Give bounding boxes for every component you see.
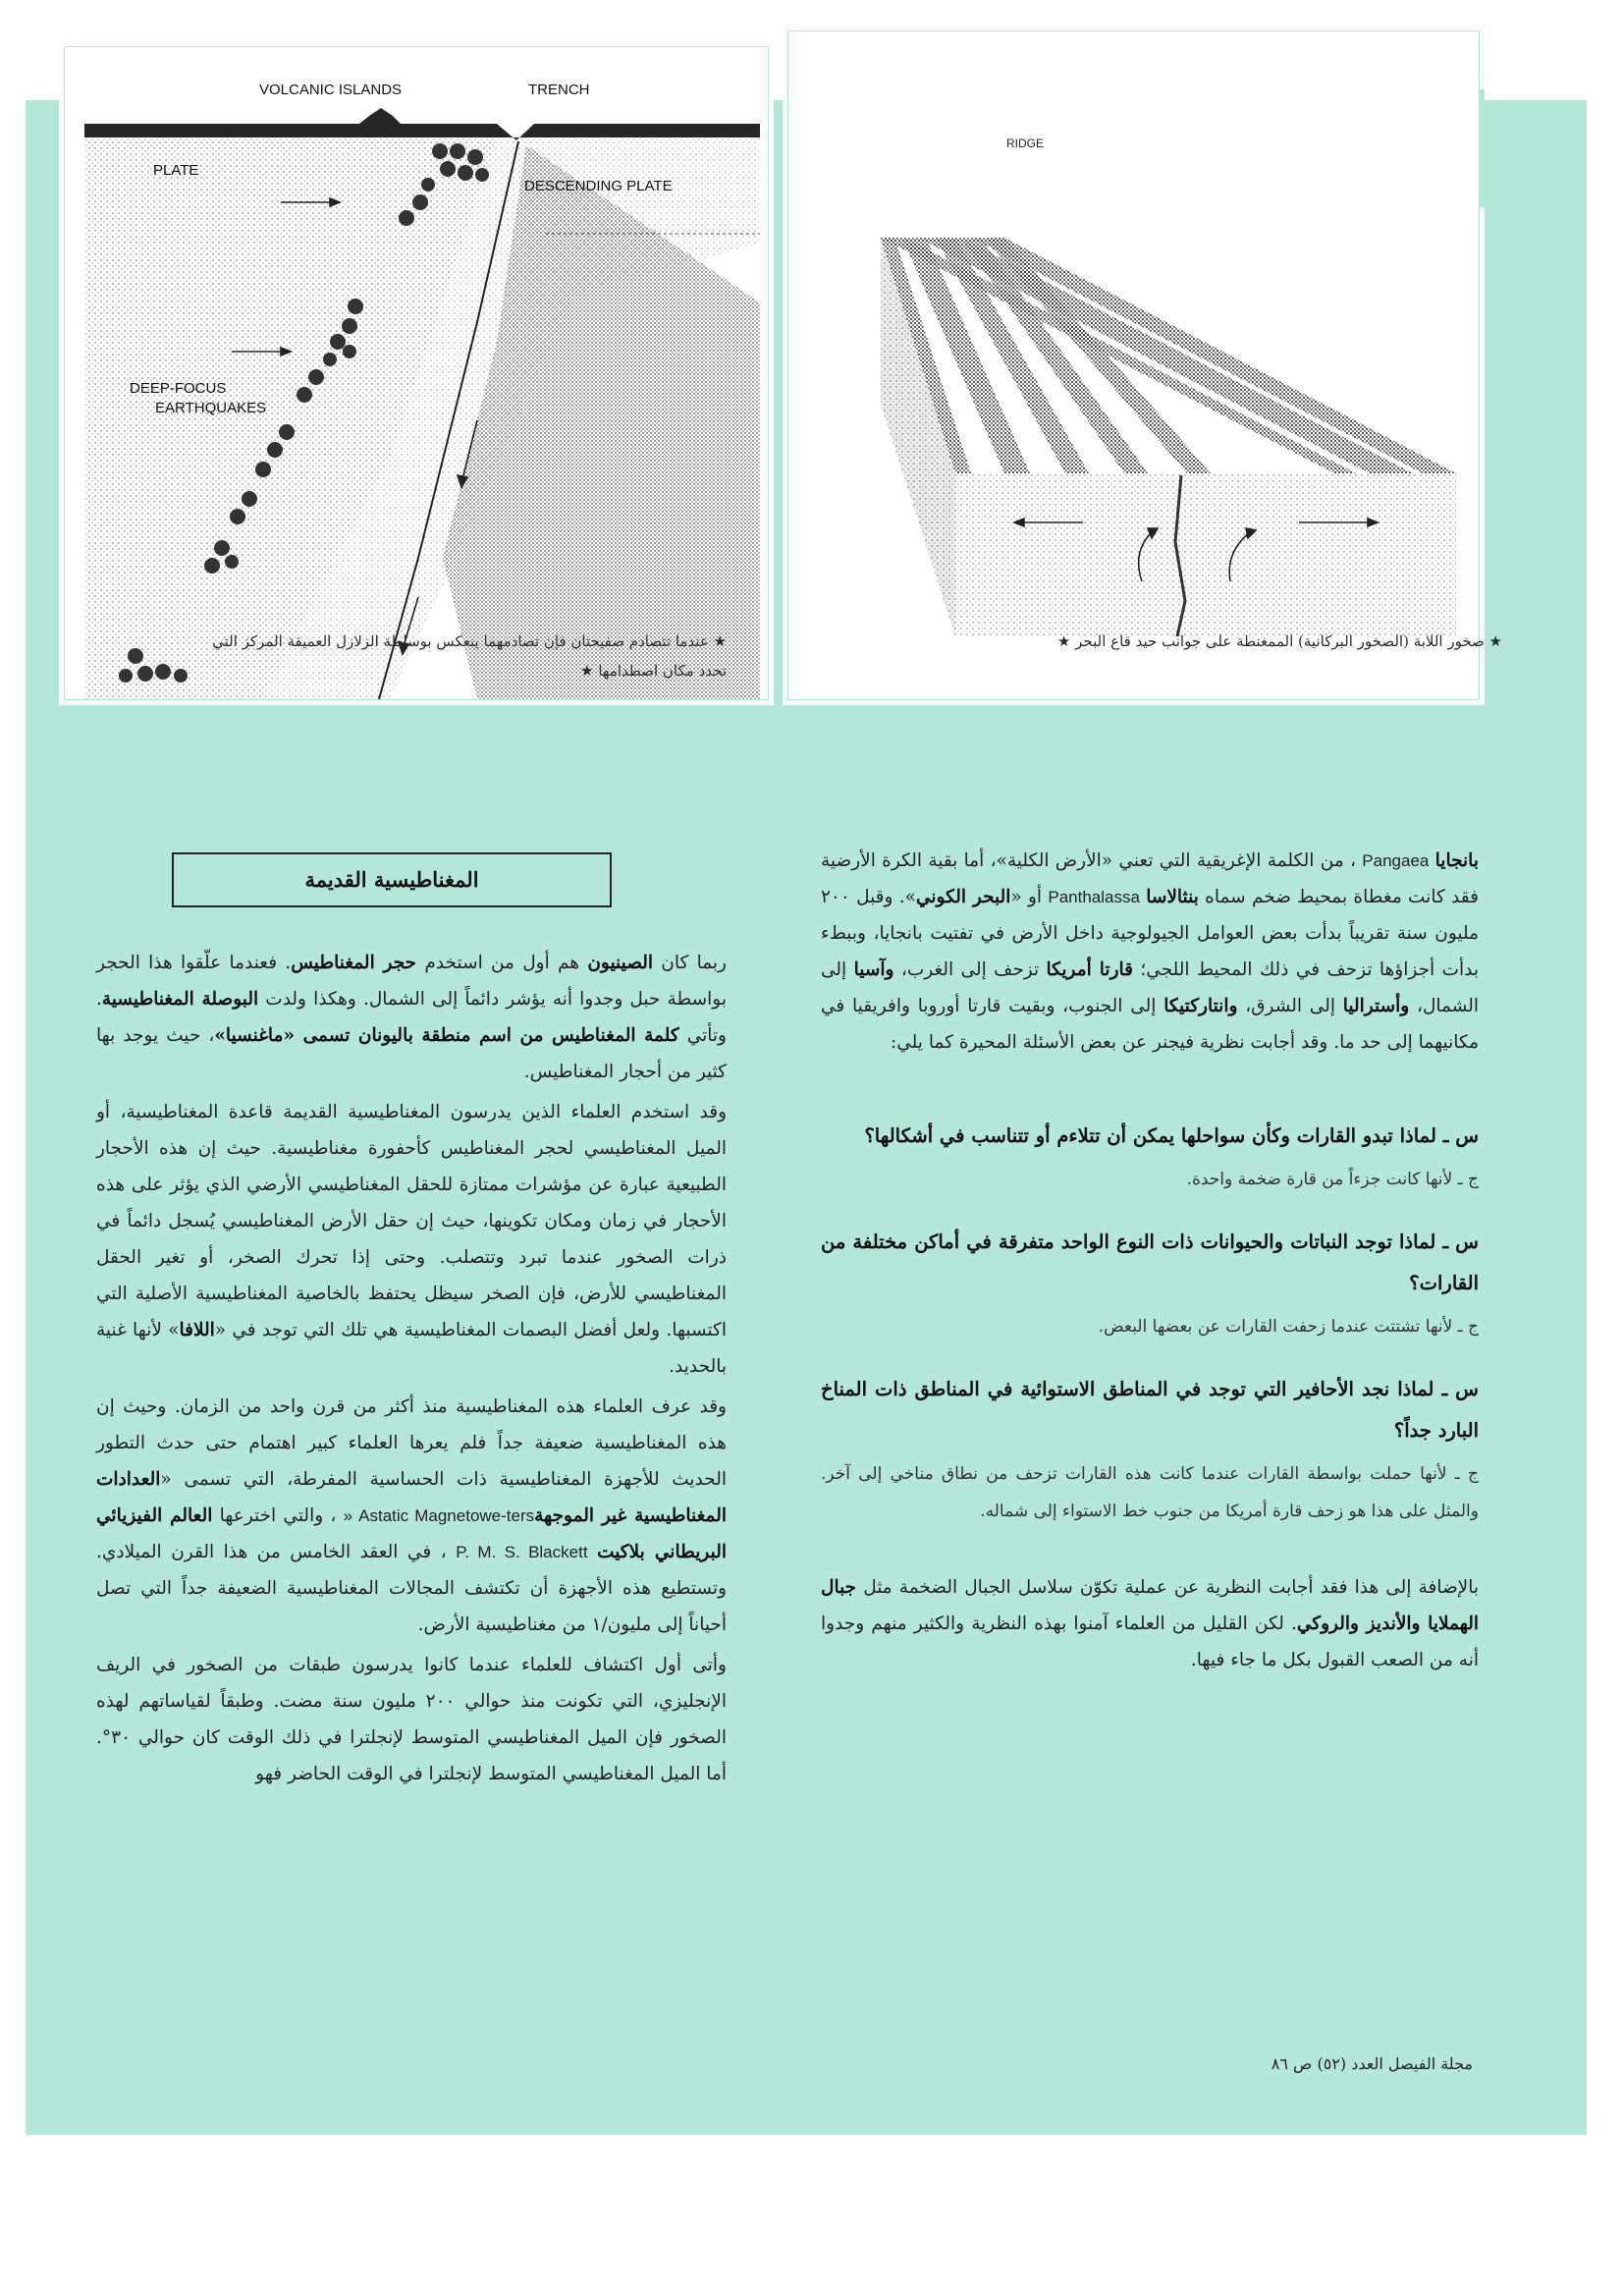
ridge-stripes-diagram — [788, 31, 1479, 699]
intro-paragraph: بانجايا Pangaea ، من الكلمة الإغريقية التي تعني «الأرض الكلية»، أما بقية الكرة الأرضية فقد كانت مغطاة بمحيط ضخم سماه بنثالاسا Panthalassa أو «البحر الكوني». وقبل ٢٠٠ مليون سنة تقريباً بدأت بعض العوامل الجيولوجية داخل الأرض في تفتيت بانجايا، وببطء بدأت أجزاؤها تزحف في ذلك المحيط اللجي؛ قارتا أمريكا تزحف إلى الغرب، وآسيا إلى الشمال، وأستراليا إلى الشرق، وانتاركتيكا إلى الجنوب، وبقيت قارتا أوروبا وافريقيا في مكانيهما إلى حد ما. وقد أجابت نظرية فيجنر عن بعض الأسئلة المحيرة كما يلي: — [821, 850, 1479, 1053]
label-trench: TRENCH — [528, 82, 590, 98]
paragraph-1: ربما كان الصينيون هم أول من استخدم حجر المغناطيس. فعندما علّقوا هذا الحجر بواسطة حبل وجدوا أنه يؤشر دائماً إلى الشمال. وهكذا ولدت البوصلة المغناطيسية. وتأتي كلمة المغناطيس من اسم منطقة باليونان تسمى «ماغنسيا»، حيث يوجد بها كثير من أحجار المغناطيس. — [96, 953, 727, 1082]
closing-paragraph: بالإضافة إلى هذا فقد أجابت النظرية عن عملية تكوّن سلاسل الجبال الضخمة مثل جبال الهملايا والأنديز والروكي. لكن القليل من العلماء آمنوا بهذه النظرية والكثير منهم وجدوا أنه من الصعب القبول بكل ما جاء فيها. — [821, 1577, 1480, 1670]
label-volcanic-islands: VOLCANIC ISLANDS — [259, 82, 403, 98]
left-column — [96, 945, 727, 1796]
qa-item: س ـ لماذا توجد النباتات والحيوانات ذات النوع الواحد متفرقة في أماكن مختلفة من القارات؟ ج ـ لأنها تشتتت عندما زحفت القارات عن بعضها البعض. — [821, 1230, 1479, 1337]
label-descending-plate: DESCENDING PLATE — [524, 178, 673, 194]
caption-right: ★ صخور اللابة (الصخور البركانية) الممغنطة على جوانب حيد قاع البحر ★ — [1056, 632, 1502, 650]
label-earthquakes: EARTHQUAKES — [155, 400, 267, 416]
paragraph-4: وأتى أول اكتشاف للعلماء عندما كانوا يدرسون طبقات من الصخور في الريف الإنجليزي، التي تكونت منذ حوالي ٢٠٠ مليون سنة مضت. وطبقاً لقياساتهم لهذه الصخور فإن الميل المغناطيسي المتوسط لإنجلترا في ذلك الوقت كان حوالي ٣٠°. أما الميل المغناطيسي المتوسط لإنجلترا في الوقت الحاضر فهو — [96, 1655, 728, 1784]
paragraph-3: وقد عرف العلماء هذه المغناطيسية منذ أكثر من قرن واحد من الزمان. وحيث إن هذه المغناطيسية ضعيفة جداً فلم يعرها العلماء كبير اهتمام حتى حدث التطور الحديث للأجهزة المغناطيسية ذات الحساسية المفرطة، التي تسمى «العدادات المغناطيسية غير الموجهة» Astatic Magnetowe-ters ، والتي اخترعها العالم الفيزيائي البريطاني بلاكيت P. M. S. Blackett ، في العقد الخامس من هذا القرن الميلادي. وتستطيع هذه الأجهزة أن تكتشف المجالات المغناطيسية الضعيفة جداً التي تصل أحياناً إلى مليون/١ من مغناطيسية الأرض. — [96, 1396, 728, 1635]
paragraph-2: وقد استخدم العلماء الذين يدرسون المغناطيسية القديمة قاعدة المغناطيسية، أو الميل المغناطيسي لحجر المغناطيس كأحفورة مغناطيسية. حيث إن هذه الأحجار الطبيعية عبارة عن مؤشرات ممتازة للحقل المغناطيسي الأرضي الذي يؤثر على هذه الأحجار في زمان ومكان تكوينها، حيث إن حقل الأرض المغناطيسي يُسجل دائماً في ذرات الصخور عندما تبرد وتتصلب. وحتى إذا تحرك الصخر، أو تغير الحقل المغناطيسي للأرض، فإن الصخر سيظل يحتفظ بالخاصية المغناطيسية الأصلية التي اكتسبها. ولعل أفضل البصمات المغناطيسية هي تلك التي توجد في «اللافا» لأنها غنية بالحديد. — [96, 1102, 728, 1377]
subduction-diagram — [65, 47, 768, 699]
label-plate: PLATE — [153, 162, 199, 179]
section-heading: المغناطيسية القديمة — [172, 852, 612, 907]
label-ridge: RIDGE — [1006, 137, 1045, 150]
caption-left: ★ عندما تتصادم صفيحتان فإن تصادمهما ينعكس بوساطة الزلازل العميقة المركز التي تحدد مكان اصطدامها ★ — [212, 632, 727, 680]
qa-item: س ـ لماذا نجد الأحافير التي توجد في المناطق الاستوائية في المناطق ذات المناخ البارد جداً؟ ج ـ لأنها حملت بواسطة القارات عندما كانت هذه القارات تزحف من نطاق مناخي إلى آخر. والمثل على هذا هو زحف قارة أمريكا من جنوب خط الاستواء إلى شماله. — [821, 1378, 1479, 1521]
right-column — [821, 843, 1479, 1682]
label-deep-focus: DEEP-FOCUS — [130, 380, 227, 397]
qa-item: س ـ لماذا تبدو القارات وكأن سواحلها يمكن أن تتلاءم أو تتناسب في أشكالها؟ ج ـ لأنها كانت جزءاً من قارة ضخمة واحدة. — [864, 1124, 1479, 1189]
page-footer: مجلة الفيصل العدد (٥٢) ص ٨٦ — [1271, 2054, 1473, 2073]
